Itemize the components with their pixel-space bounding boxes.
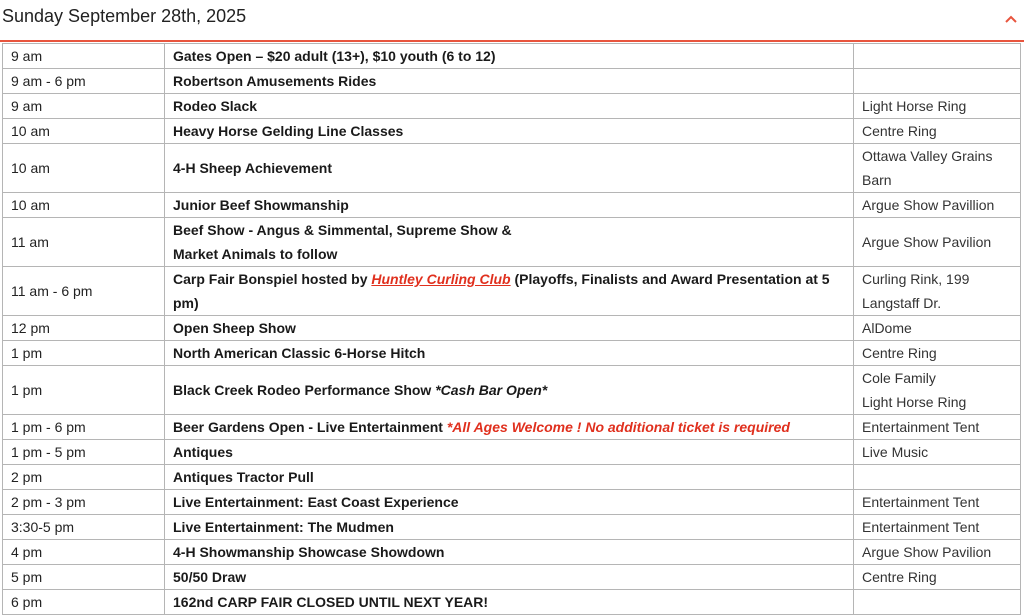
event-cell: Gates Open – $20 adult (13+), $10 youth (6 to 12) — [165, 44, 854, 69]
table-row — [3, 267, 1021, 316]
location-cell: Entertainment Tent — [854, 415, 1021, 440]
event-cell: Antiques Tractor Pull — [165, 465, 854, 490]
time-cell: 10 am — [3, 119, 165, 144]
event-cell: Open Sheep Show — [165, 316, 854, 341]
event-line: Market Animals to follow — [173, 246, 338, 262]
event-cell: Antiques — [165, 440, 854, 465]
event-cell — [165, 415, 854, 440]
time-cell: 6 pm — [3, 590, 165, 615]
event-text: (Playoffs, Finalists and Award Presentation at 5 pm) — [173, 271, 830, 311]
cash-bar-note: *Cash Bar Open* — [435, 382, 548, 398]
location-cell: Argue Show Pavilion — [854, 540, 1021, 565]
location-line: Ottawa Valley Grains — [862, 148, 993, 164]
table-row — [3, 193, 1021, 218]
table-row — [3, 119, 1021, 144]
location-cell — [854, 69, 1021, 94]
table-row — [3, 565, 1021, 590]
location-cell: Live Music — [854, 440, 1021, 465]
event-cell: North American Classic 6-Horse Hitch — [165, 341, 854, 366]
location-cell — [854, 590, 1021, 615]
location-cell — [854, 144, 1021, 193]
event-cell — [165, 218, 854, 267]
table-row — [3, 590, 1021, 615]
location-line: Cole Family — [862, 370, 936, 386]
event-cell: Live Entertainment: The Mudmen — [165, 515, 854, 540]
location-cell: Centre Ring — [854, 565, 1021, 590]
time-cell: 11 am - 6 pm — [3, 267, 165, 316]
time-cell: 2 pm — [3, 465, 165, 490]
location-cell: Centre Ring — [854, 341, 1021, 366]
table-row — [3, 540, 1021, 565]
time-cell: 11 am — [3, 218, 165, 267]
time-cell: 10 am — [3, 193, 165, 218]
table-row — [3, 415, 1021, 440]
event-text: Black Creek Rodeo Performance Show — [173, 382, 436, 398]
table-row — [3, 465, 1021, 490]
time-cell: 5 pm — [3, 565, 165, 590]
location-cell: Light Horse Ring — [854, 94, 1021, 119]
location-line: Curling Rink, 199 — [862, 271, 970, 287]
location-line: Light Horse Ring — [862, 394, 967, 410]
day-title: Sunday September 28th, 2025 — [2, 6, 247, 26]
event-cell — [165, 267, 854, 316]
event-cell: Robertson Amusements Rides — [165, 69, 854, 94]
location-cell: Argue Show Pavillion — [854, 193, 1021, 218]
table-row — [3, 440, 1021, 465]
event-cell: 4-H Showmanship Showcase Showdown — [165, 540, 854, 565]
location-line: Barn — [862, 172, 892, 188]
location-cell — [854, 465, 1021, 490]
event-cell: 4-H Sheep Achievement — [165, 144, 854, 193]
event-cell: Rodeo Slack — [165, 94, 854, 119]
table-row — [3, 218, 1021, 267]
location-cell — [854, 44, 1021, 69]
event-cell: Heavy Horse Gelding Line Classes — [165, 119, 854, 144]
table-row — [3, 69, 1021, 94]
time-cell: 4 pm — [3, 540, 165, 565]
time-cell: 9 am — [3, 44, 165, 69]
location-cell: Centre Ring — [854, 119, 1021, 144]
table-row — [3, 341, 1021, 366]
time-cell: 2 pm - 3 pm — [3, 490, 165, 515]
time-cell: 1 pm — [3, 366, 165, 415]
table-row — [3, 316, 1021, 341]
chevron-up-icon[interactable] — [1002, 10, 1020, 28]
time-cell: 1 pm — [3, 341, 165, 366]
time-cell: 3:30-5 pm — [3, 515, 165, 540]
event-cell: 50/50 Draw — [165, 565, 854, 590]
schedule-table — [2, 43, 1021, 615]
location-cell: Argue Show Pavilion — [854, 218, 1021, 267]
event-cell — [165, 366, 854, 415]
table-row — [3, 490, 1021, 515]
table-row — [3, 515, 1021, 540]
location-cell: Entertainment Tent — [854, 515, 1021, 540]
event-cell: Junior Beef Showmanship — [165, 193, 854, 218]
location-cell — [854, 267, 1021, 316]
event-cell: Live Entertainment: East Coast Experience — [165, 490, 854, 515]
time-cell: 10 am — [3, 144, 165, 193]
event-line: Beef Show - Angus & Simmental, Supreme Show & — [173, 222, 512, 238]
all-ages-note: *All Ages Welcome ! No additional ticket is required — [446, 419, 790, 435]
time-cell: 9 am - 6 pm — [3, 69, 165, 94]
day-header[interactable] — [0, 0, 1024, 42]
table-row — [3, 366, 1021, 415]
table-row — [3, 144, 1021, 193]
location-line: Langstaff Dr. — [862, 295, 942, 311]
event-text: Beer Gardens Open - Live Entertainment — [173, 419, 447, 435]
event-text: Carp Fair Bonspiel hosted by — [173, 271, 372, 287]
location-cell: AlDome — [854, 316, 1021, 341]
time-cell: 9 am — [3, 94, 165, 119]
time-cell: 12 pm — [3, 316, 165, 341]
event-cell: 162nd CARP FAIR CLOSED UNTIL NEXT YEAR! — [165, 590, 854, 615]
location-cell — [854, 366, 1021, 415]
location-cell: Entertainment Tent — [854, 490, 1021, 515]
time-cell: 1 pm - 6 pm — [3, 415, 165, 440]
table-row — [3, 44, 1021, 69]
curling-club-link[interactable]: Huntley Curling Club — [371, 271, 511, 287]
table-row — [3, 94, 1021, 119]
time-cell: 1 pm - 5 pm — [3, 440, 165, 465]
